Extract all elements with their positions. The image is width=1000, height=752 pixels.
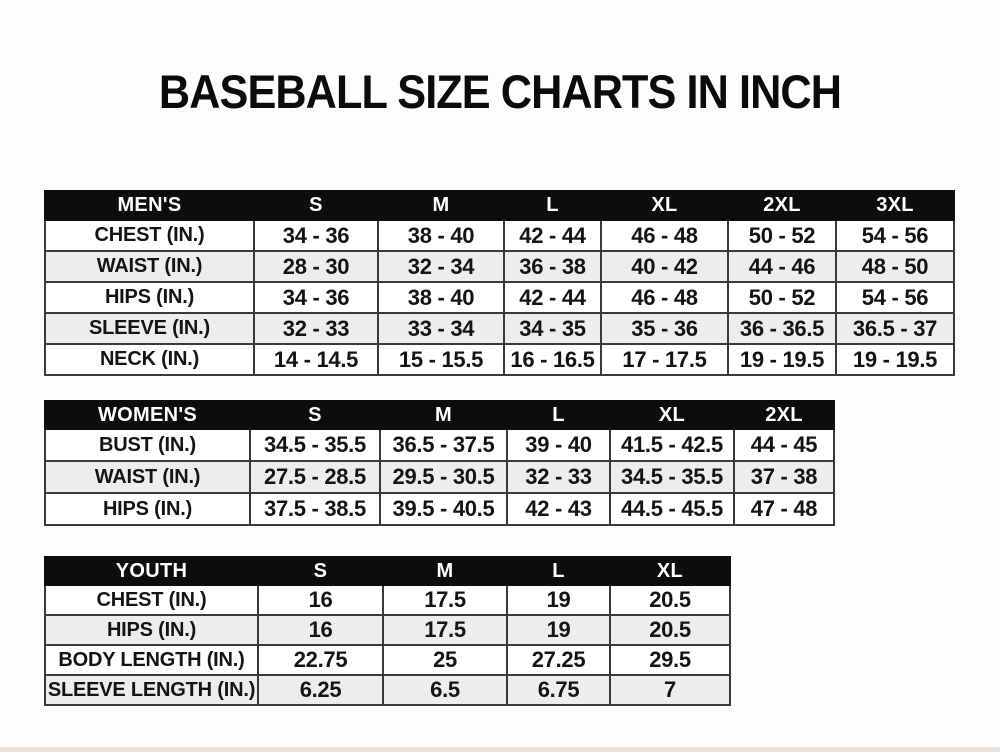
size-column-header: M (383, 557, 507, 585)
size-value-cell: 19 - 19.5 (836, 344, 954, 375)
size-column-header: S (254, 191, 378, 220)
size-value-cell: 32 - 33 (254, 313, 378, 344)
table-title-cell: YOUTH (45, 557, 258, 585)
size-column-header: L (507, 401, 610, 429)
size-value-cell: 44.5 - 45.5 (610, 493, 734, 525)
size-value-cell: 47 - 48 (734, 493, 834, 525)
size-value-cell: 19 - 19.5 (728, 344, 836, 375)
size-column-header: S (258, 557, 383, 585)
table-row (45, 282, 954, 313)
size-value-cell: 17.5 (383, 585, 507, 615)
size-value-cell: 27.5 - 28.5 (250, 461, 380, 493)
table-title-cell: WOMEN'S (45, 401, 250, 429)
size-value-cell: 20.5 (610, 585, 730, 615)
size-column-header: XL (601, 191, 728, 220)
size-value-cell: 25 (383, 645, 507, 675)
table-row (45, 585, 730, 615)
table-header-row (45, 191, 954, 220)
table-row (45, 645, 730, 675)
size-value-cell: 17.5 (383, 615, 507, 645)
size-column-header: M (380, 401, 507, 429)
table-row (45, 429, 834, 461)
mens-size-table (44, 190, 955, 376)
scan-edge-artifact (0, 747, 1000, 752)
size-value-cell: 15 - 15.5 (378, 344, 504, 375)
table-header-row (45, 557, 730, 585)
size-value-cell: 46 - 48 (601, 220, 728, 251)
size-value-cell: 41.5 - 42.5 (610, 429, 734, 461)
size-value-cell: 19 (507, 615, 610, 645)
size-value-cell: 36.5 - 37.5 (380, 429, 507, 461)
table-row (45, 493, 834, 525)
size-value-cell: 22.75 (258, 645, 383, 675)
size-value-cell: 48 - 50 (836, 251, 954, 282)
size-value-cell: 16 (258, 585, 383, 615)
size-value-cell: 42 - 44 (504, 220, 601, 251)
size-value-cell: 6.75 (507, 675, 610, 705)
table-row (45, 220, 954, 251)
size-value-cell: 32 - 33 (507, 461, 610, 493)
youth-size-table (44, 556, 731, 706)
size-column-header: M (378, 191, 504, 220)
measurement-label: HIPS (IN.) (45, 493, 250, 525)
measurement-label: WAIST (IN.) (45, 251, 254, 282)
size-value-cell: 29.5 (610, 645, 730, 675)
page-title: BASEBALL SIZE CHARTS IN INCH (158, 65, 842, 118)
measurement-label: CHEST (IN.) (45, 220, 254, 251)
size-column-header: XL (610, 557, 730, 585)
size-value-cell: 34 - 35 (504, 313, 601, 344)
size-value-cell: 20.5 (610, 615, 730, 645)
size-value-cell: 42 - 44 (504, 282, 601, 313)
size-value-cell: 14 - 14.5 (254, 344, 378, 375)
size-value-cell: 36 - 36.5 (728, 313, 836, 344)
measurement-label: NECK (IN.) (45, 344, 254, 375)
size-value-cell: 34 - 36 (254, 220, 378, 251)
table-row (45, 251, 954, 282)
size-column-header: 3XL (836, 191, 954, 220)
size-value-cell: 54 - 56 (836, 282, 954, 313)
size-column-header: S (250, 401, 380, 429)
size-value-cell: 39.5 - 40.5 (380, 493, 507, 525)
size-value-cell: 17 - 17.5 (601, 344, 728, 375)
size-value-cell: 37 - 38 (734, 461, 834, 493)
measurement-label: HIPS (IN.) (45, 282, 254, 313)
table-title-cell: MEN'S (45, 191, 254, 220)
size-value-cell: 6.25 (258, 675, 383, 705)
size-value-cell: 54 - 56 (836, 220, 954, 251)
size-value-cell: 44 - 46 (728, 251, 836, 282)
measurement-label: WAIST (IN.) (45, 461, 250, 493)
table-row (45, 313, 954, 344)
table-row (45, 344, 954, 375)
measurement-label: BUST (IN.) (45, 429, 250, 461)
table-row (45, 615, 730, 645)
measurement-label: SLEEVE LENGTH (IN.) (45, 675, 258, 705)
size-value-cell: 32 - 34 (378, 251, 504, 282)
size-value-cell: 16 (258, 615, 383, 645)
size-value-cell: 36.5 - 37 (836, 313, 954, 344)
size-value-cell: 27.25 (507, 645, 610, 675)
size-value-cell: 38 - 40 (378, 220, 504, 251)
size-value-cell: 46 - 48 (601, 282, 728, 313)
size-value-cell: 36 - 38 (504, 251, 601, 282)
size-value-cell: 38 - 40 (378, 282, 504, 313)
measurement-label: SLEEVE (IN.) (45, 313, 254, 344)
size-value-cell: 19 (507, 585, 610, 615)
size-column-header: L (504, 191, 601, 220)
size-value-cell: 39 - 40 (507, 429, 610, 461)
womens-size-table (44, 400, 835, 526)
size-column-header: 2XL (734, 401, 834, 429)
size-value-cell: 16 - 16.5 (504, 344, 601, 375)
size-column-header: 2XL (728, 191, 836, 220)
size-value-cell: 29.5 - 30.5 (380, 461, 507, 493)
size-value-cell: 28 - 30 (254, 251, 378, 282)
size-value-cell: 37.5 - 38.5 (250, 493, 380, 525)
size-value-cell: 50 - 52 (728, 220, 836, 251)
size-value-cell: 34 - 36 (254, 282, 378, 313)
size-value-cell: 40 - 42 (601, 251, 728, 282)
table-row (45, 461, 834, 493)
size-column-header: XL (610, 401, 734, 429)
size-value-cell: 34.5 - 35.5 (610, 461, 734, 493)
size-value-cell: 35 - 36 (601, 313, 728, 344)
size-value-cell: 33 - 34 (378, 313, 504, 344)
size-value-cell: 34.5 - 35.5 (250, 429, 380, 461)
size-column-header: L (507, 557, 610, 585)
size-value-cell: 44 - 45 (734, 429, 834, 461)
size-value-cell: 7 (610, 675, 730, 705)
table-row (45, 675, 730, 705)
measurement-label: HIPS (IN.) (45, 615, 258, 645)
measurement-label: BODY LENGTH (IN.) (45, 645, 258, 675)
size-value-cell: 6.5 (383, 675, 507, 705)
size-value-cell: 50 - 52 (728, 282, 836, 313)
size-value-cell: 42 - 43 (507, 493, 610, 525)
table-header-row (45, 401, 834, 429)
measurement-label: CHEST (IN.) (45, 585, 258, 615)
